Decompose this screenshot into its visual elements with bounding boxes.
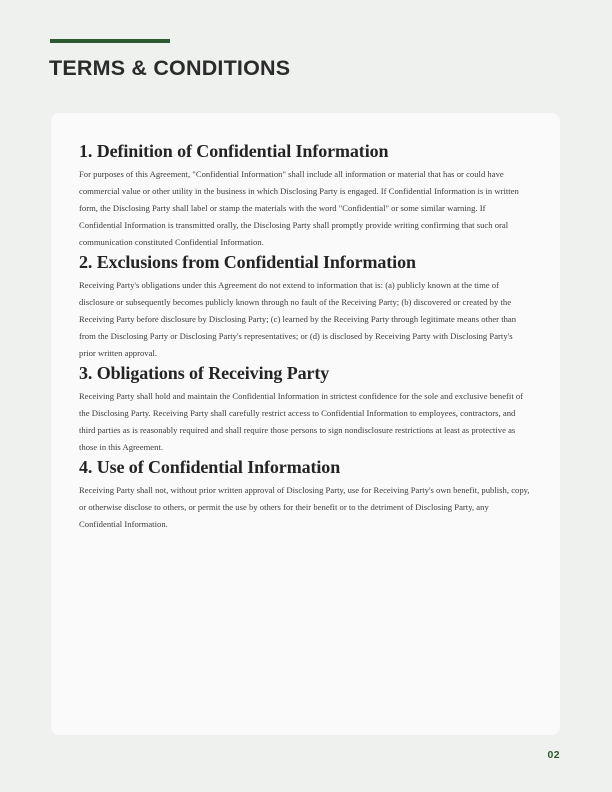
section-body: Receiving Party shall not, without prior written approval of Disclosing Party, use for Receiving Party's own benefit, publish, copy, or otherwise disclose to others, or permit the use by others for their benefit or to the detriment of Disclosing Party, any Confidential Information.: [79, 485, 530, 530]
title-accent-bar: [50, 39, 170, 43]
section-2: [79, 251, 530, 362]
section-heading: 2. Exclusions from Confidential Information: [79, 252, 416, 273]
section-4: [79, 456, 530, 533]
section-heading: 4. Use of Confidential Information: [79, 457, 341, 478]
content-card: [50, 112, 561, 736]
section-1: [79, 140, 530, 251]
section-body: Receiving Party's obligations under this Agreement do not extend to information that is: (a) publicly known at the time of disclosure or subsequently becomes publicly known through no fault of the Receiving Party; (b) discovered or created by the Receiving Party before disclosure by Disclosing Party; (c) learned by the Receiving Party through legitimate means other than from the Disclosing Party or Disclosing Party's representatives; or (d) is disclosed by Receiving Party with Disclosing Party's prior written approval.: [79, 280, 517, 359]
page-title: TERMS & CONDITIONS: [49, 56, 291, 80]
section-3: [79, 362, 530, 456]
section-heading: 3. Obligations of Receiving Party: [79, 363, 330, 384]
section-body: For purposes of this Agreement, "Confidential Information" shall include all information or material that has or could have commercial value or other utility in the business in which Disclosing Party is engaged. If Confidential Information is in written form, the Disclosing Party shall label or stamp the materials with the word "Confidential" or some similar warning. If Confidential Information is transmitted orally, the Disclosing Party shall promptly provide writing confirming that such oral communication constituted Confidential Information.: [79, 169, 519, 248]
section-body: Receiving Party shall hold and maintain the Confidential Information in strictest confidence for the sole and exclusive benefit of the Disclosing Party. Receiving Party shall carefully restrict access to Confidential Information to employees, contractors, and third parties as is reasonably required and shall require those persons to sign nondisclosure restrictions at least as protective as those in this Agreement.: [79, 391, 524, 453]
page-number: 02: [547, 749, 560, 761]
section-heading: 1. Definition of Confidential Information: [79, 141, 389, 161]
